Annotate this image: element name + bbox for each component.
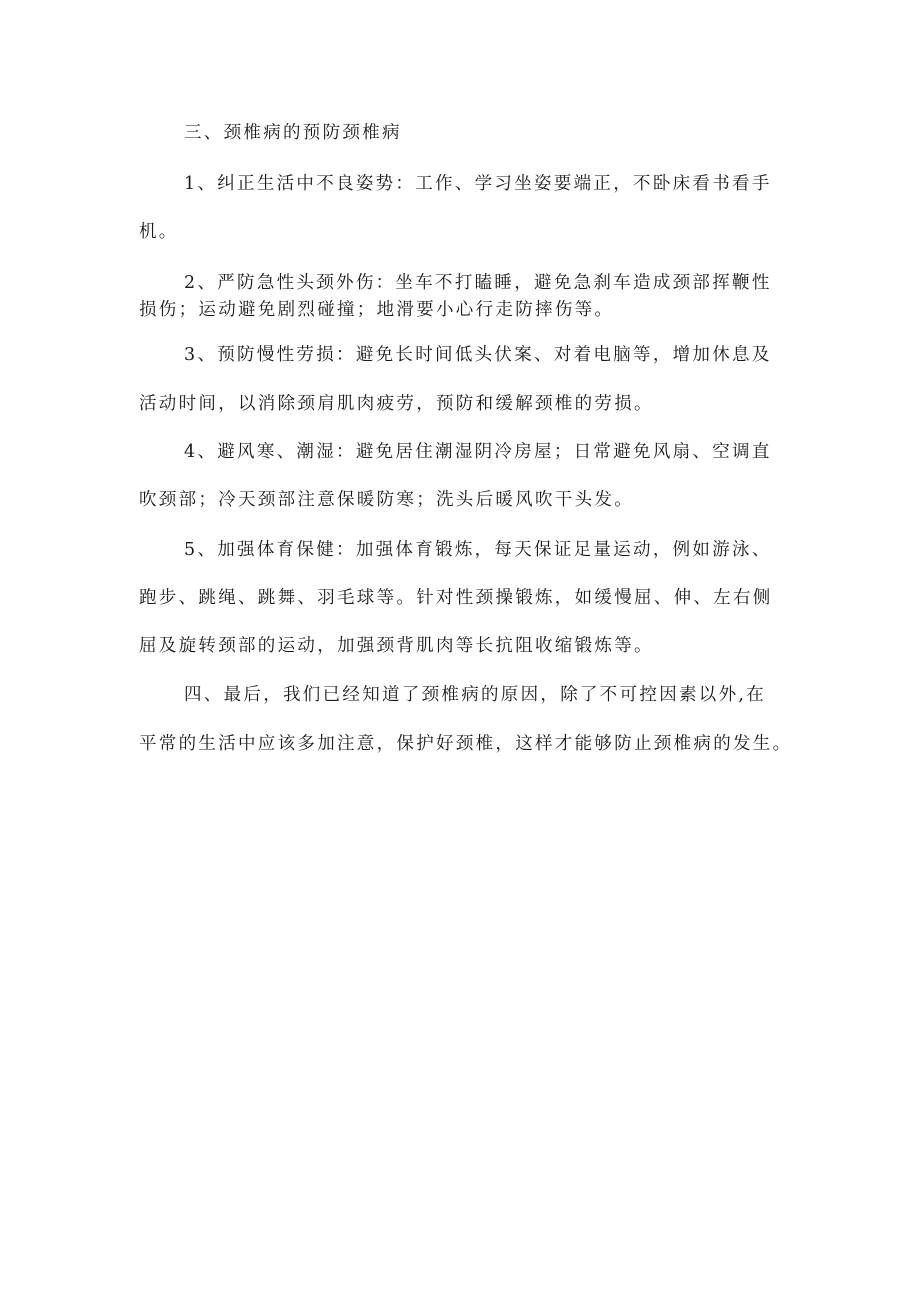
paragraph-4-line-2: 吹颈部；冷天颈部注意保暖防寒；洗头后暖风吹干头发。 [139, 490, 634, 510]
paragraph-2-line-1: 2、严防急性头颈外伤：坐车不打瞌睡，避免急刹车造成颈部挥鞭性 [184, 273, 772, 293]
paragraph-5-line-3: 屈及旋转颈部的运动，加强颈背肌肉等长抗阻收缩锻炼等。 [139, 636, 654, 656]
conclusion-line-2: 平常的生活中应该多加注意，保护好颈椎，这样才能够防止颈椎病的发生。 [139, 734, 793, 754]
paragraph-3-line-1: 3、预防慢性劳损：避免长时间低头伏案、对着电脑等，增加休息及 [184, 345, 772, 365]
paragraph-5-line-1: 5、加强体育保健：加强体育锻炼，每天保证足量运动，例如游泳、 [184, 540, 772, 560]
paragraph-5-line-2: 跑步、跳绳、跳舞、羽毛球等。针对性颈操锻炼，如缓慢屈、伸、左右侧 [139, 588, 773, 608]
paragraph-3-line-2: 活动时间，以消除颈肩肌肉疲劳，预防和缓解颈椎的劳损。 [139, 394, 654, 414]
conclusion-line-1: 四、最后，我们已经知道了颈椎病的原因，除了不可控因素以外,在 [184, 685, 767, 705]
section-heading: 三、颈椎病的预防颈椎病 [184, 123, 402, 143]
paragraph-2-line-2: 损伤；运动避免剧烈碰撞；地滑要小心行走防摔伤等。 [139, 300, 615, 320]
paragraph-1-line-1: 1、纠正生活中不良姿势：工作、学习坐姿要端正，不卧床看书看手 [184, 174, 772, 194]
paragraph-1-line-2: 机。 [139, 222, 179, 242]
paragraph-4-line-1: 4、避风寒、潮湿：避免居住潮湿阴冷房屋；日常避免风扇、空调直 [184, 442, 772, 462]
